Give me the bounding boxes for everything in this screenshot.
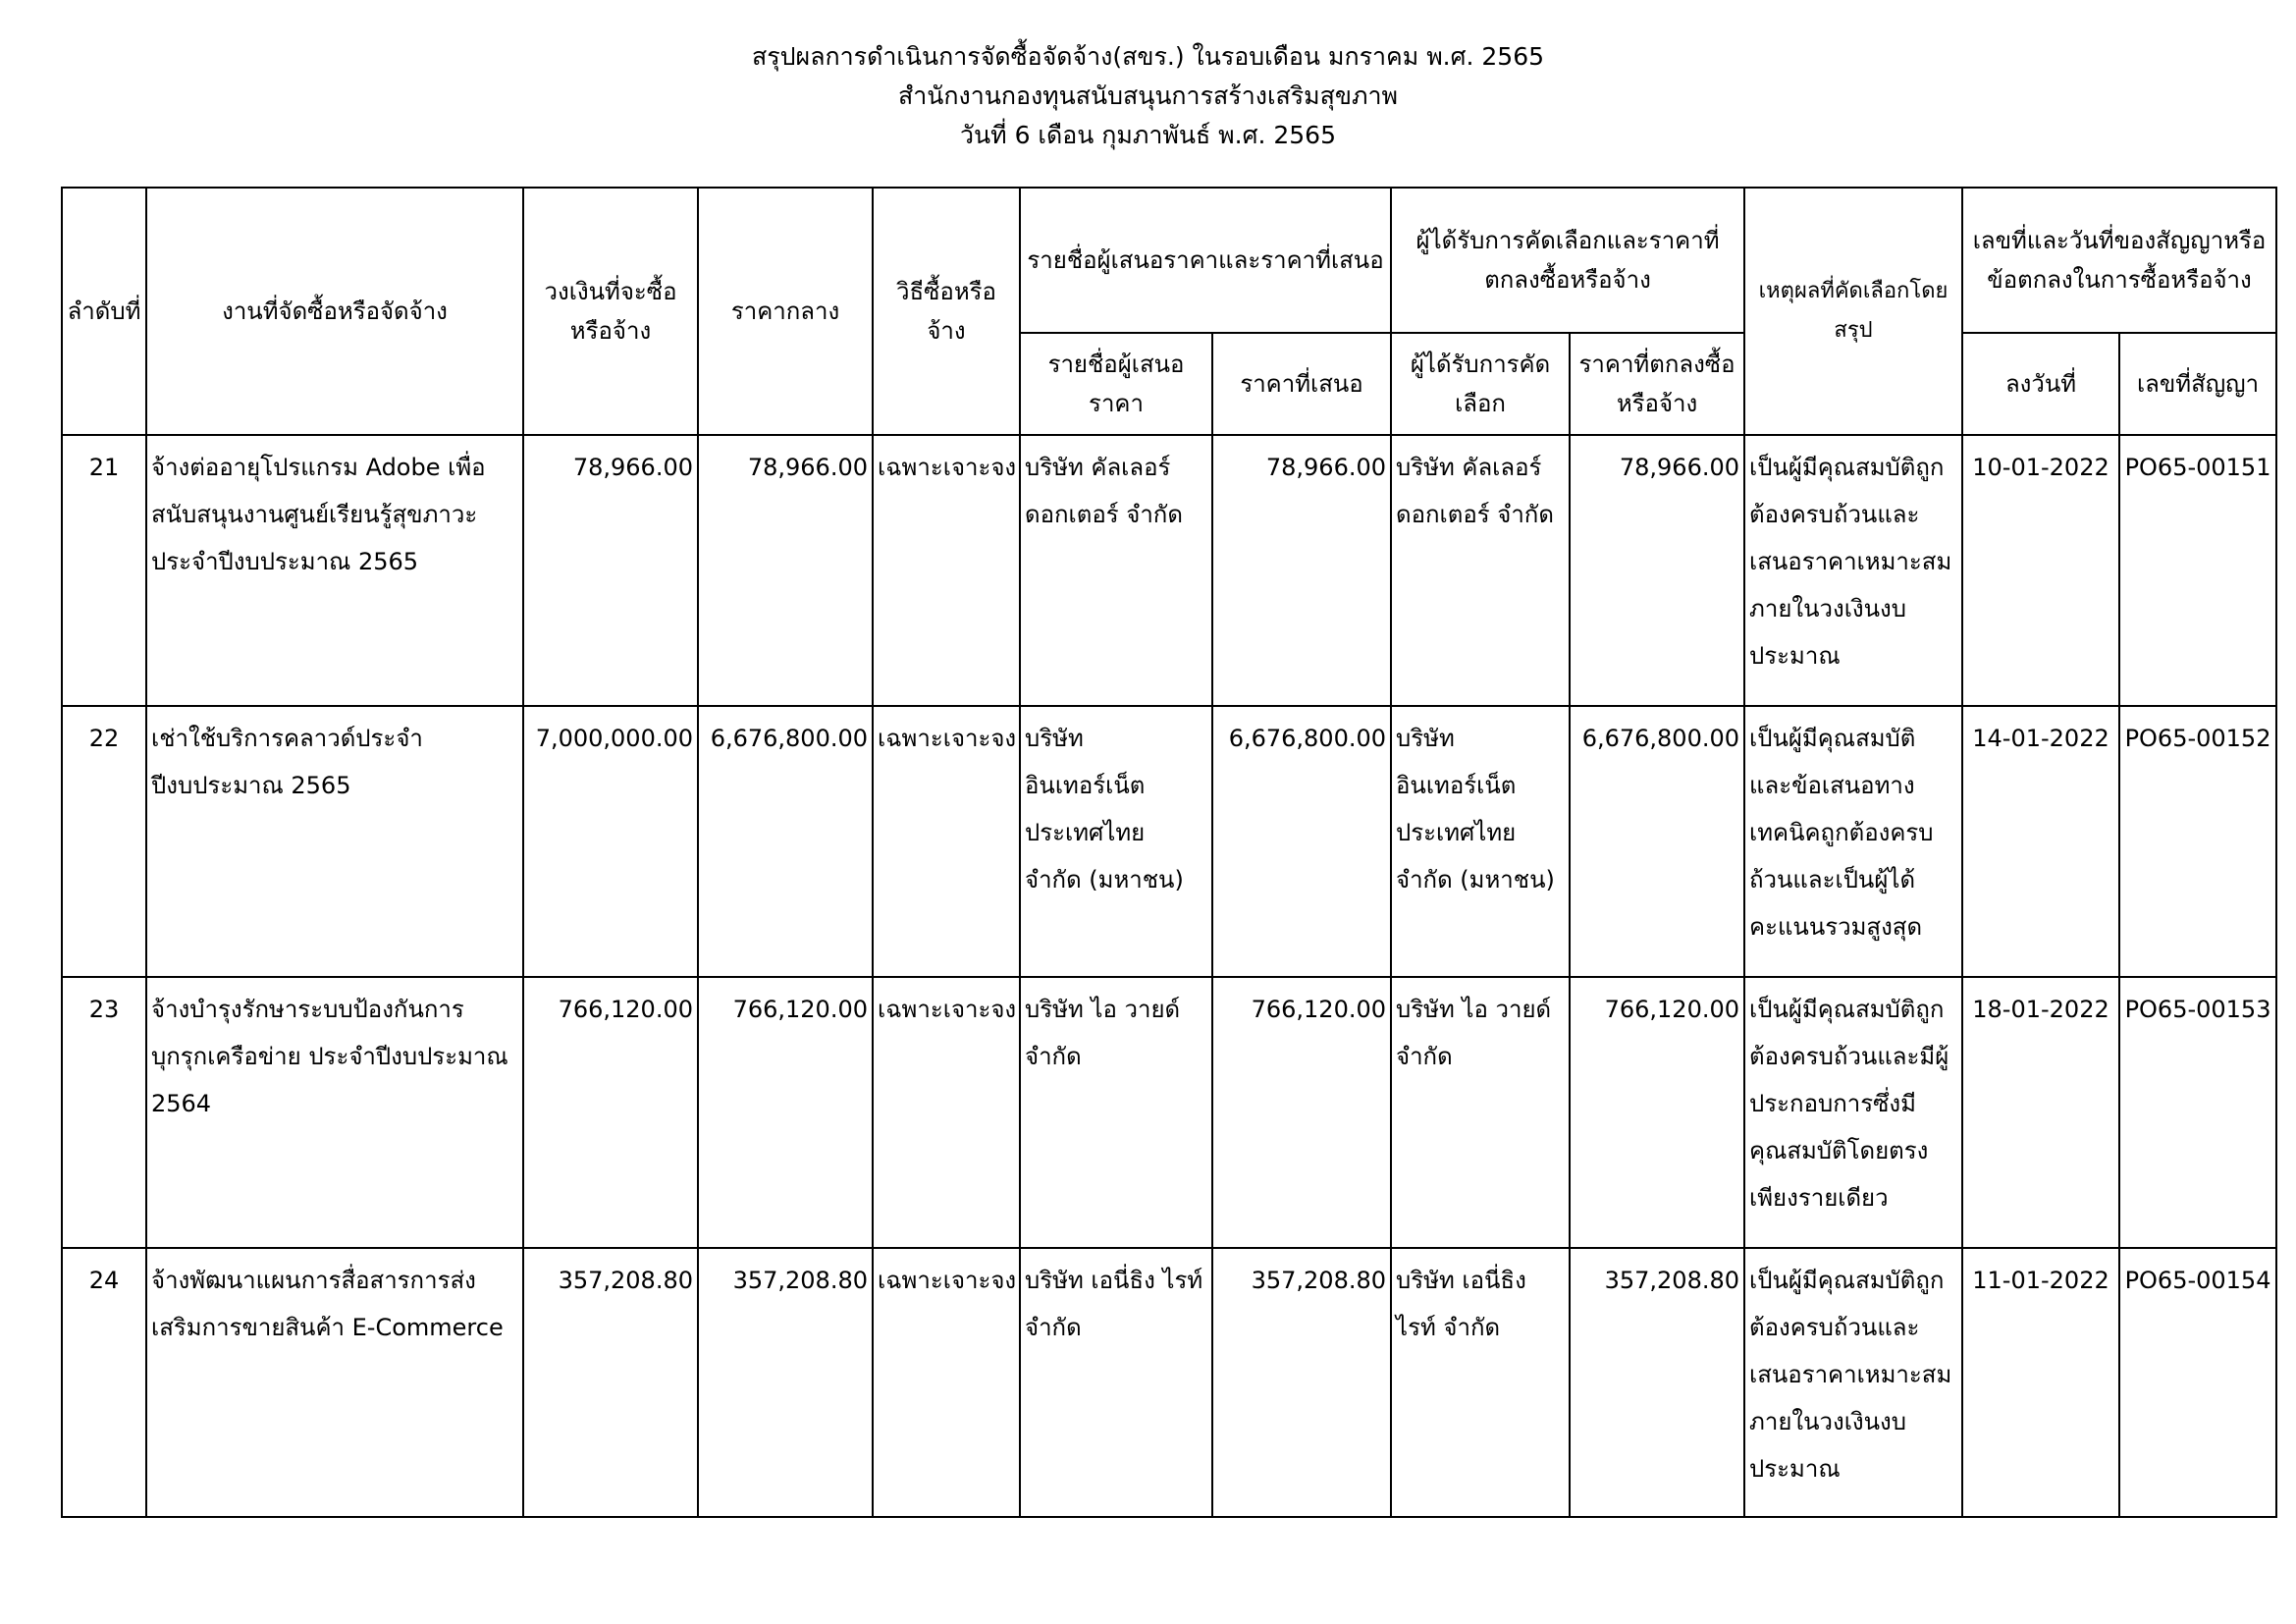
header-row: [62, 188, 2276, 333]
table-row: [62, 706, 2276, 977]
row-selected-name: บริษัท ไอ วายด์ จำกัด: [1391, 977, 1570, 1248]
row-task: จ้างต่ออายุโปรแกรม Adobe เพื่อสนับสนุนงานศูนย์เรียนรู้สุขภาวะประจำปีงบประมาณ 2565: [146, 435, 523, 706]
row-date: 18-01-2022: [1962, 977, 2119, 1248]
row-selected-name: บริษัท อินเทอร์เน็ตประเทศไทย จำกัด (มหาชน): [1391, 706, 1570, 977]
row-bidder-name: บริษัท อินเทอร์เน็ตประเทศไทย จำกัด (มหาชน): [1020, 706, 1212, 977]
col-task-header: งานที่จัดซื้อหรือจัดจ้าง: [146, 188, 523, 435]
col-contract-group-header: เลขที่และวันที่ของสัญญาหรือข้อตกลงในการซื้อหรือจ้าง: [1962, 188, 2276, 333]
row-agreed-price: 766,120.00: [1570, 977, 1744, 1248]
report-date: วันที่ 6 เดือน กุมภาพันธ์ พ.ศ. 2565: [960, 121, 1336, 149]
row-task: จ้างพัฒนาแผนการสื่อสารการส่งเสริมการขายสินค้า E-Commerce: [146, 1248, 523, 1517]
row-budget: 766,120.00: [523, 977, 698, 1248]
row-method: เฉพาะเจาะจง: [873, 977, 1020, 1248]
row-seq: 22: [62, 706, 146, 977]
row-bidder-name: บริษัท ไอ วายด์ จำกัด: [1020, 977, 1212, 1248]
row-bid-price: 357,208.80: [1212, 1248, 1391, 1517]
col-bidders-group-header: รายชื่อผู้เสนอราคาและราคาที่เสนอ: [1020, 188, 1391, 333]
row-contract-no: PO65-00151: [2119, 435, 2276, 706]
col-seq-header: ลำดับที่: [62, 188, 146, 435]
row-seq: 24: [62, 1248, 146, 1517]
col-reason-header: เหตุผลที่คัดเลือกโดยสรุป: [1744, 188, 1962, 435]
row-budget: 78,966.00: [523, 435, 698, 706]
row-date: 11-01-2022: [1962, 1248, 2119, 1517]
row-task: จ้างบำรุงรักษาระบบป้องกันการบุกรุกเครือข่าย ประจำปีงบประมาณ 2564: [146, 977, 523, 1248]
document-header: [0, 37, 2296, 155]
row-date: 10-01-2022: [1962, 435, 2119, 706]
report-title: สรุปผลการดำเนินการจัดซื้อจัดจ้าง(สขร.) ในรอบเดือน มกราคม พ.ศ. 2565: [751, 42, 1545, 71]
row-median-price: 78,966.00: [698, 435, 873, 706]
row-method: เฉพาะเจาะจง: [873, 706, 1020, 977]
row-contract-no: PO65-00154: [2119, 1248, 2276, 1517]
col-bidder-name-header: รายชื่อผู้เสนอราคา: [1020, 333, 1212, 435]
row-reason: เป็นผู้มีคุณสมบัติถูกต้องครบถ้วนและมีผู้ประกอบการซึ่งมีคุณสมบัติโดยตรงเพียงรายเดียว: [1744, 977, 1962, 1248]
row-seq: 21: [62, 435, 146, 706]
row-agreed-price: 357,208.80: [1570, 1248, 1744, 1517]
col-selected-group-header: ผู้ได้รับการคัดเลือกและราคาที่ตกลงซื้อหรือจ้าง: [1391, 188, 1744, 333]
row-selected-name: บริษัท เอนี่ธิง ไรท์ จำกัด: [1391, 1248, 1570, 1517]
col-selected-name-header: ผู้ได้รับการคัดเลือก: [1391, 333, 1570, 435]
row-reason: เป็นผู้มีคุณสมบัติถูกต้องครบถ้วนและเสนอราคาเหมาะสมภายในวงเงินงบประมาณ: [1744, 435, 1962, 706]
row-task: เช่าใช้บริการคลาวด์ประจำปีงบประมาณ 2565: [146, 706, 523, 977]
table-row: [62, 1248, 2276, 1517]
row-reason: เป็นผู้มีคุณสมบัติถูกต้องครบถ้วนและเสนอราคาเหมาะสมภายในวงเงินงบประมาณ: [1744, 1248, 1962, 1517]
row-budget: 357,208.80: [523, 1248, 698, 1517]
row-date: 14-01-2022: [1962, 706, 2119, 977]
col-agreed-price-header: ราคาที่ตกลงซื้อหรือจ้าง: [1570, 333, 1744, 435]
table-row: [62, 977, 2276, 1248]
row-bidder-name: บริษัท เอนี่ธิง ไรท์ จำกัด: [1020, 1248, 1212, 1517]
row-bidder-name: บริษัท คัลเลอร์ ดอกเตอร์ จำกัด: [1020, 435, 1212, 706]
table-row: [62, 435, 2276, 706]
row-method: เฉพาะเจาะจง: [873, 1248, 1020, 1517]
agency-name: สำนักงานกองทุนสนับสนุนการสร้างเสริมสุขภาพ: [897, 81, 1399, 110]
col-contract-no-header: เลขที่สัญญา: [2119, 333, 2276, 435]
col-median-price-header: ราคากลาง: [698, 188, 873, 435]
row-median-price: 766,120.00: [698, 977, 873, 1248]
procurement-table: [61, 187, 2277, 1518]
row-budget: 7,000,000.00: [523, 706, 698, 977]
col-bid-price-header: ราคาที่เสนอ: [1212, 333, 1391, 435]
row-bid-price: 766,120.00: [1212, 977, 1391, 1248]
row-selected-name: บริษัท คัลเลอร์ ดอกเตอร์ จำกัด: [1391, 435, 1570, 706]
row-reason: เป็นผู้มีคุณสมบัติและข้อเสนอทางเทคนิคถูกต้องครบถ้วนและเป็นผู้ได้คะแนนรวมสูงสุด: [1744, 706, 1962, 977]
row-contract-no: PO65-00152: [2119, 706, 2276, 977]
row-median-price: 357,208.80: [698, 1248, 873, 1517]
col-method-header: วิธีซื้อหรือจ้าง: [873, 188, 1020, 435]
row-contract-no: PO65-00153: [2119, 977, 2276, 1248]
row-bid-price: 78,966.00: [1212, 435, 1391, 706]
row-agreed-price: 6,676,800.00: [1570, 706, 1744, 977]
row-seq: 23: [62, 977, 146, 1248]
row-bid-price: 6,676,800.00: [1212, 706, 1391, 977]
col-date-header: ลงวันที่: [1962, 333, 2119, 435]
row-median-price: 6,676,800.00: [698, 706, 873, 977]
row-method: เฉพาะเจาะจง: [873, 435, 1020, 706]
col-budget-header: วงเงินที่จะซื้อหรือจ้าง: [523, 188, 698, 435]
row-agreed-price: 78,966.00: [1570, 435, 1744, 706]
